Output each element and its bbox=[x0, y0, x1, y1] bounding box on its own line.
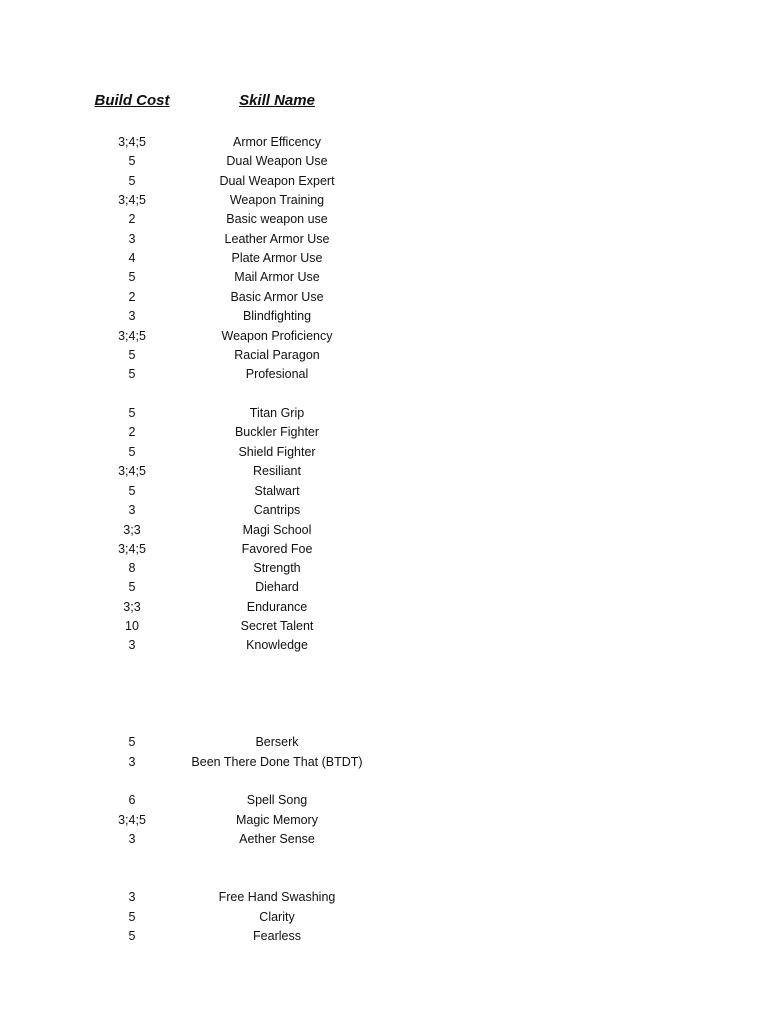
build-cost-cell: 2 bbox=[128, 290, 136, 304]
build-cost-cell: 5 bbox=[128, 910, 136, 924]
build-cost-cell: 2 bbox=[128, 212, 136, 226]
skill-name-cell: Endurance bbox=[246, 600, 308, 614]
build-cost-cell: 5 bbox=[128, 406, 136, 420]
build-cost-cell: 3;4;5 bbox=[118, 329, 146, 343]
table-row bbox=[0, 365, 768, 384]
build-cost-cell: 3 bbox=[128, 755, 136, 769]
table-row bbox=[0, 578, 768, 597]
table-row bbox=[0, 423, 768, 442]
table-row bbox=[0, 268, 768, 287]
table-row bbox=[0, 559, 768, 578]
skill-name-cell: Blindfighting bbox=[242, 309, 312, 323]
table-row bbox=[0, 791, 768, 810]
skill-name-cell: Profesional bbox=[245, 367, 309, 381]
table-row bbox=[0, 210, 768, 229]
skill-name-cell: Favored Foe bbox=[241, 542, 313, 556]
build-cost-cell: 3 bbox=[128, 232, 136, 246]
skill-name-cell: Cantrips bbox=[253, 503, 301, 517]
skill-name-cell: Magic Memory bbox=[236, 813, 318, 827]
skill-name-cell: Berserk bbox=[255, 735, 299, 749]
build-cost-cell: 3 bbox=[128, 638, 136, 652]
build-cost-cell: 5 bbox=[128, 929, 136, 943]
skill-name-cell: Basic Armor Use bbox=[230, 290, 324, 304]
table-row bbox=[0, 443, 768, 462]
table-row bbox=[0, 288, 768, 307]
build-cost-cell: 3;4;5 bbox=[118, 813, 146, 827]
skill-name-cell: Buckler Fighter bbox=[234, 425, 320, 439]
skill-name-cell: Spell Song bbox=[246, 793, 308, 807]
table-row bbox=[0, 830, 768, 849]
table-row bbox=[0, 482, 768, 501]
table-row bbox=[0, 888, 768, 907]
skill-name-cell: Weapon Proficiency bbox=[221, 329, 333, 343]
skill-name-cell: Leather Armor Use bbox=[224, 232, 330, 246]
build-cost-cell: 5 bbox=[128, 735, 136, 749]
skill-name-cell: Fearless bbox=[253, 929, 301, 943]
build-cost-cell: 2 bbox=[128, 425, 136, 439]
build-cost-cell: 10 bbox=[125, 619, 139, 633]
build-cost-cell: 3 bbox=[128, 309, 136, 323]
skill-name-cell: Basic weapon use bbox=[226, 212, 328, 226]
table-row bbox=[0, 521, 768, 540]
skill-name-cell: Mail Armor Use bbox=[234, 270, 320, 284]
skill-name-header: Skill Name bbox=[239, 92, 315, 109]
build-cost-cell: 3;4;5 bbox=[118, 135, 146, 149]
table-row bbox=[0, 249, 768, 268]
table-row bbox=[0, 307, 768, 326]
build-cost-cell: 5 bbox=[128, 484, 136, 498]
build-cost-cell: 8 bbox=[128, 561, 136, 575]
skill-name-cell: Knowledge bbox=[246, 638, 308, 652]
build-cost-cell: 5 bbox=[128, 348, 136, 362]
build-cost-header: Build Cost bbox=[94, 92, 170, 109]
build-cost-cell: 5 bbox=[128, 270, 136, 284]
table-row bbox=[0, 462, 768, 481]
build-cost-cell: 3 bbox=[128, 503, 136, 517]
build-cost-cell: 5 bbox=[128, 154, 136, 168]
skill-name-cell: Shield Fighter bbox=[238, 445, 316, 459]
skill-name-cell: Resiliant bbox=[253, 464, 301, 478]
table-row bbox=[0, 598, 768, 617]
build-cost-cell: 5 bbox=[128, 367, 136, 381]
table-row bbox=[0, 191, 768, 210]
build-cost-cell: 5 bbox=[128, 445, 136, 459]
table-row bbox=[0, 133, 768, 152]
skill-name-cell: Been There Done That (BTDT) bbox=[191, 755, 363, 769]
table-row bbox=[0, 927, 768, 946]
skill-name-cell: Clarity bbox=[259, 910, 295, 924]
skill-name-cell: Weapon Training bbox=[229, 193, 325, 207]
build-cost-cell: 4 bbox=[128, 251, 136, 265]
table-row bbox=[0, 617, 768, 636]
skill-name-cell: Dual Weapon Use bbox=[226, 154, 328, 168]
skill-name-cell: Plate Armor Use bbox=[231, 251, 323, 265]
table-row bbox=[0, 404, 768, 423]
build-cost-cell: 3;3 bbox=[123, 600, 141, 614]
skill-name-cell: Titan Grip bbox=[249, 406, 305, 420]
table-row bbox=[0, 908, 768, 927]
table-row bbox=[0, 152, 768, 171]
build-cost-cell: 3;4;5 bbox=[118, 193, 146, 207]
skill-name-cell: Strength bbox=[253, 561, 301, 575]
skill-name-cell: Armor Efficency bbox=[233, 135, 321, 149]
build-cost-cell: 6 bbox=[128, 793, 136, 807]
skill-name-cell: Magi School bbox=[242, 523, 312, 537]
skill-name-cell: Dual Weapon Expert bbox=[219, 174, 335, 188]
table-row bbox=[0, 346, 768, 365]
table-row bbox=[0, 811, 768, 830]
skill-name-cell: Aether Sense bbox=[239, 832, 315, 846]
build-cost-cell: 3;4;5 bbox=[118, 542, 146, 556]
table-row bbox=[0, 540, 768, 559]
build-cost-cell: 3 bbox=[128, 832, 136, 846]
table-row bbox=[0, 501, 768, 520]
skill-name-cell: Racial Paragon bbox=[234, 348, 320, 362]
skill-name-cell: Diehard bbox=[255, 580, 299, 594]
table-row bbox=[0, 327, 768, 346]
build-cost-cell: 3;3 bbox=[123, 523, 141, 537]
table-row bbox=[0, 753, 768, 772]
build-cost-cell: 5 bbox=[128, 174, 136, 188]
table-row bbox=[0, 172, 768, 191]
skill-name-cell: Free Hand Swashing bbox=[218, 890, 336, 904]
skill-name-cell: Stalwart bbox=[254, 484, 300, 498]
table-row bbox=[0, 230, 768, 249]
build-cost-cell: 3 bbox=[128, 890, 136, 904]
table-row bbox=[0, 733, 768, 752]
build-cost-cell: 3;4;5 bbox=[118, 464, 146, 478]
table-row bbox=[0, 636, 768, 655]
build-cost-cell: 5 bbox=[128, 580, 136, 594]
skill-name-cell: Secret Talent bbox=[240, 619, 314, 633]
